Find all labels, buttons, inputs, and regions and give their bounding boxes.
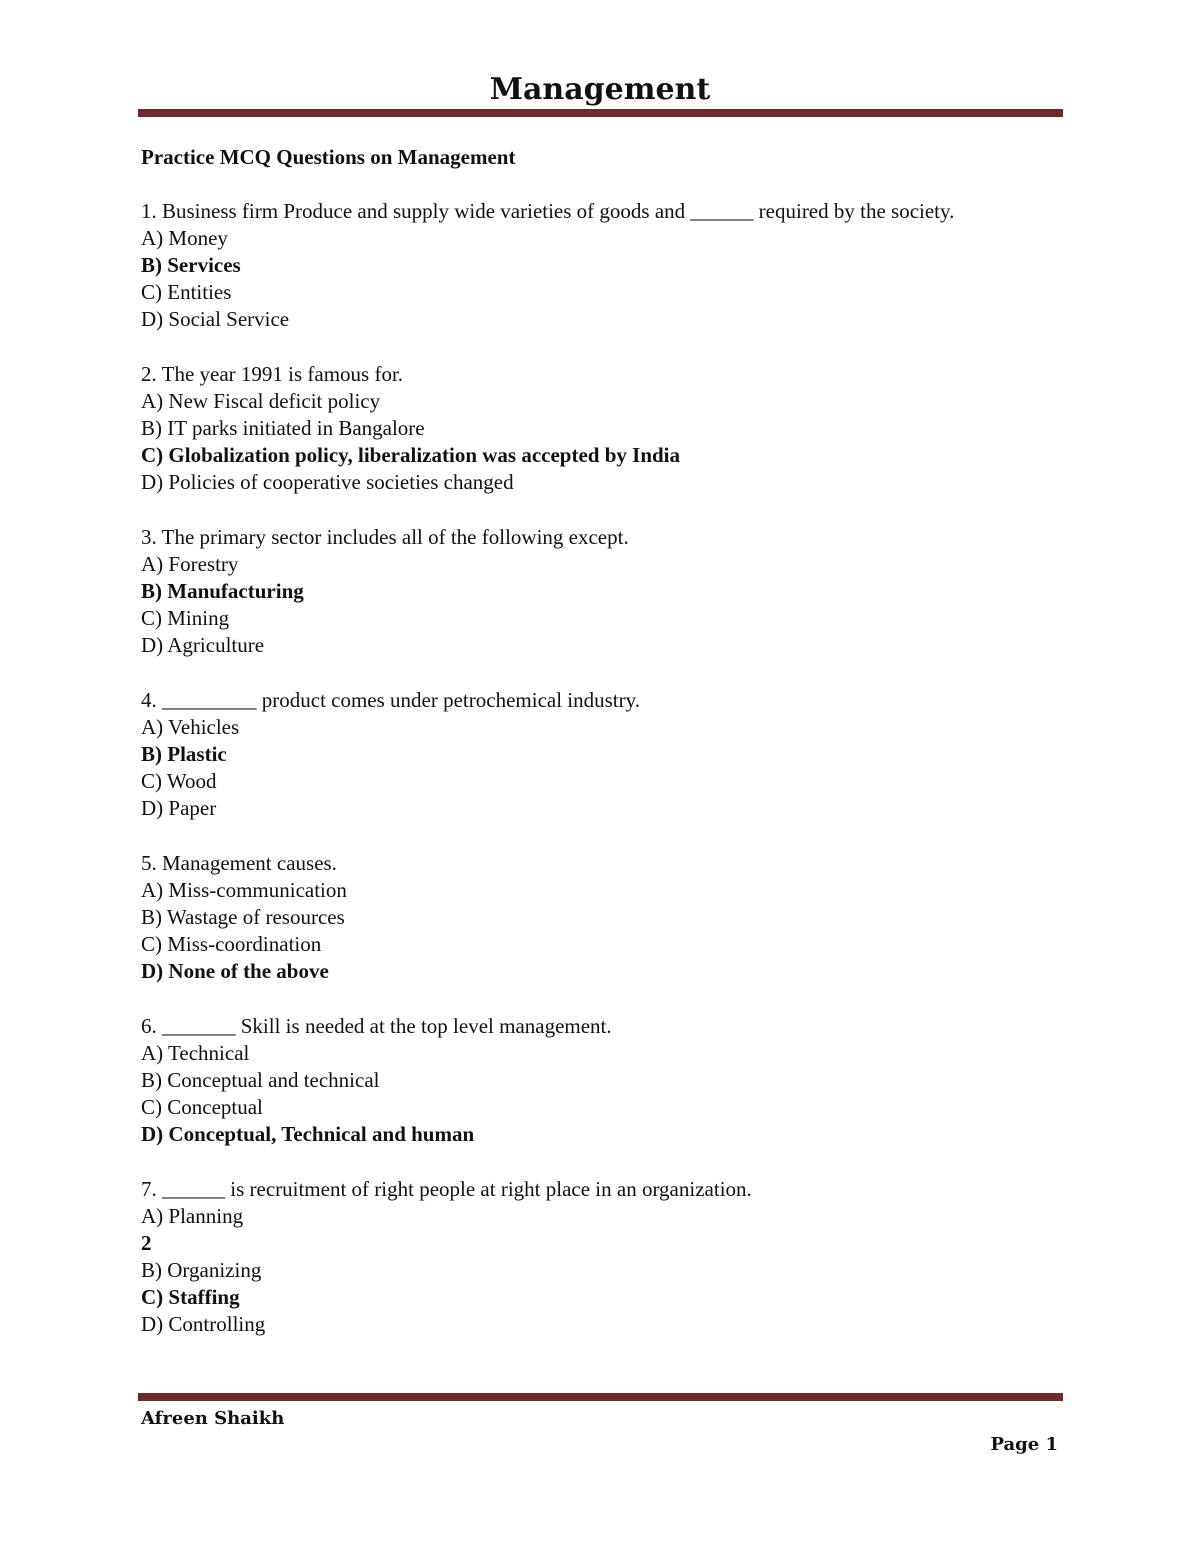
option: A) Forestry [141, 552, 239, 576]
option: C) Miss-coordination [141, 932, 322, 956]
page-title: Management [489, 72, 711, 107]
option: A) Technical [141, 1041, 250, 1065]
option: D) Policies of cooperative societies changed [141, 470, 514, 494]
question-block [141, 198, 1071, 333]
option-correct: B) Manufacturing [141, 579, 304, 603]
question-text: 3. The primary sector includes all of the following except. [141, 525, 629, 549]
question-text: 6. _______ Skill is needed at the top level management. [141, 1014, 612, 1038]
question-block [141, 1013, 1071, 1148]
option-correct: D) None of the above [141, 959, 329, 983]
option-correct: B) Plastic [141, 742, 227, 766]
option: C) Mining [141, 606, 230, 630]
question-block [141, 361, 1071, 496]
option: B) Conceptual and technical [141, 1068, 380, 1092]
question-text: 4. _________ product comes under petrochemical industry. [141, 688, 641, 712]
question-block [141, 850, 1071, 985]
footer-author: Afreen Shaikh [141, 1408, 285, 1429]
question-text: 5. Management causes. [141, 851, 337, 875]
option: A) Money [141, 226, 228, 250]
option: A) Planning [141, 1204, 244, 1228]
option: C) Entities [141, 280, 232, 304]
option: D) Paper [141, 796, 217, 820]
option: B) Organizing [141, 1258, 262, 1282]
page-content [141, 144, 1071, 1366]
option: C) Wood [141, 769, 217, 793]
option-correct: C) Globalization policy, liberalization was accepted by India [141, 443, 681, 467]
option: A) Miss-communication [141, 878, 347, 902]
question-block [141, 687, 1071, 822]
option: A) Vehicles [141, 715, 240, 739]
option-correct: 2 [141, 1231, 152, 1255]
page-number: Page 1 [990, 1434, 1058, 1455]
footer-rule [138, 1393, 1063, 1401]
option-correct: B) Services [141, 253, 241, 277]
option: B) Wastage of resources [141, 905, 345, 929]
option: B) IT parks initiated in Bangalore [141, 416, 425, 440]
header-rule [138, 109, 1063, 117]
option: A) New Fiscal deficit policy [141, 389, 381, 413]
question-text: 7. ______ is recruitment of right people at right place in an organization. [141, 1177, 752, 1201]
question-block [141, 1176, 1071, 1338]
option: D) Agriculture [141, 633, 265, 657]
question-text: 2. The year 1991 is famous for. [141, 362, 404, 386]
question-block [141, 524, 1071, 659]
question-list [141, 198, 1071, 1338]
question-text: 1. Business firm Produce and supply wide varieties of goods and ______ required by the society. [141, 199, 955, 223]
option: D) Social Service [141, 307, 290, 331]
option-correct: C) Staffing [141, 1285, 240, 1309]
option: D) Controlling [141, 1312, 266, 1336]
option-correct: D) Conceptual, Technical and human [141, 1122, 475, 1146]
section-subtitle: Practice MCQ Questions on Management [141, 145, 516, 169]
option: C) Conceptual [141, 1095, 263, 1119]
